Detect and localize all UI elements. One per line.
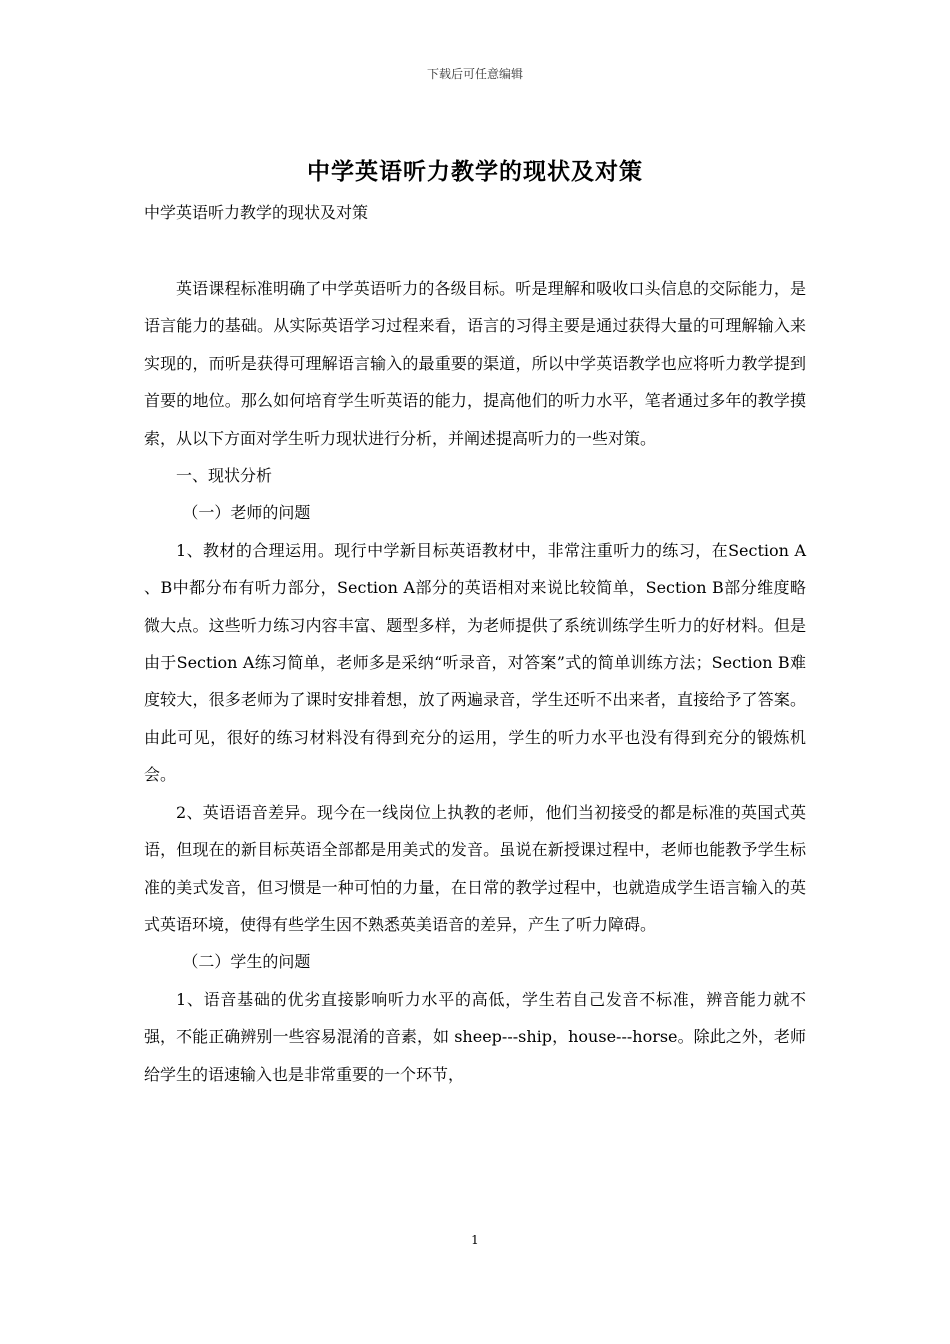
paragraph-textbook-usage: 1、教材的合理运用。现行中学新目标英语教材中，非常注重听力的练习，在Section A 、B中都分布有听力部分，Section A部分的英语相对来说比较简单，Section B部分维度略微大点。这些听力练习内容丰富、题型多样，为老师提供了系统训练学生听力的好材料。但是由于Section A练习简单，老师多是采纳“听录音，对答案”式的简单训练方法；Section B难度较大，很多老师为了课时安排着想，放了两遍录音，学生还听不出来者，直接给予了答案。由此可见，很好的练习材料没有得到充分的运用，学生的听力水平也没有得到充分的锻炼机会。 [144,540,806,785]
document-body [144,270,806,1093]
document-title: 中学英语听力教学的现状及对策 [307,158,643,185]
paragraph-pronunciation-difference: 2、英语语音差异。现今在一线岗位上执教的老师，他们当初接受的都是标准的英国式英语，但现在的新目标英语全部都是用美式的发音。虽说在新授课过程中，老师也能教予学生标准的美式发音，但习惯是一种可怕的力量，在日常的教学过程中，也就造成学生语言输入的英式英语环境，使得有些学生因不熟悉英美语音的差异，产生了听力障碍。 [144,802,806,934]
document-subtitle: 中学英语听力教学的现状及对策 [144,203,369,222]
section-heading-status-analysis: 一、现状分析 [176,466,273,486]
header-note: 下载后可任意编辑 [426,67,523,81]
subsection-heading-teacher-problems: （一）老师的问题 [182,503,311,523]
paragraph-phonetic-foundation: 1、语音基础的优劣直接影响听力水平的高低，学生若自己发音不标准，辨音能力就不强，不能正确辨别一些容易混淆的音素，如 sheep---ship，house---horse。除此之外，老师给学生的语速输入也是非常重要的一个环节， [144,989,806,1084]
subsection-heading-student-problems: （二）学生的问题 [182,952,311,972]
page-number: 1 [471,1233,479,1247]
intro-paragraph: 英语课程标准明确了中学英语听力的各级目标。听是理解和吸收口头信息的交际能力，是语言能力的基础。从实际英语学习过程来看，语言的习得主要是通过获得大量的可理解输入来实现的，而听是获得可理解语言输入的最重要的渠道，所以中学英语教学也应将听力教学提到首要的地位。那么如何培育学生听英语的能力，提高他们的听力水平，笔者通过多年的教学摸索，从以下方面对学生听力现状进行分析，并阐述提高听力的一些对策。 [144,279,806,448]
